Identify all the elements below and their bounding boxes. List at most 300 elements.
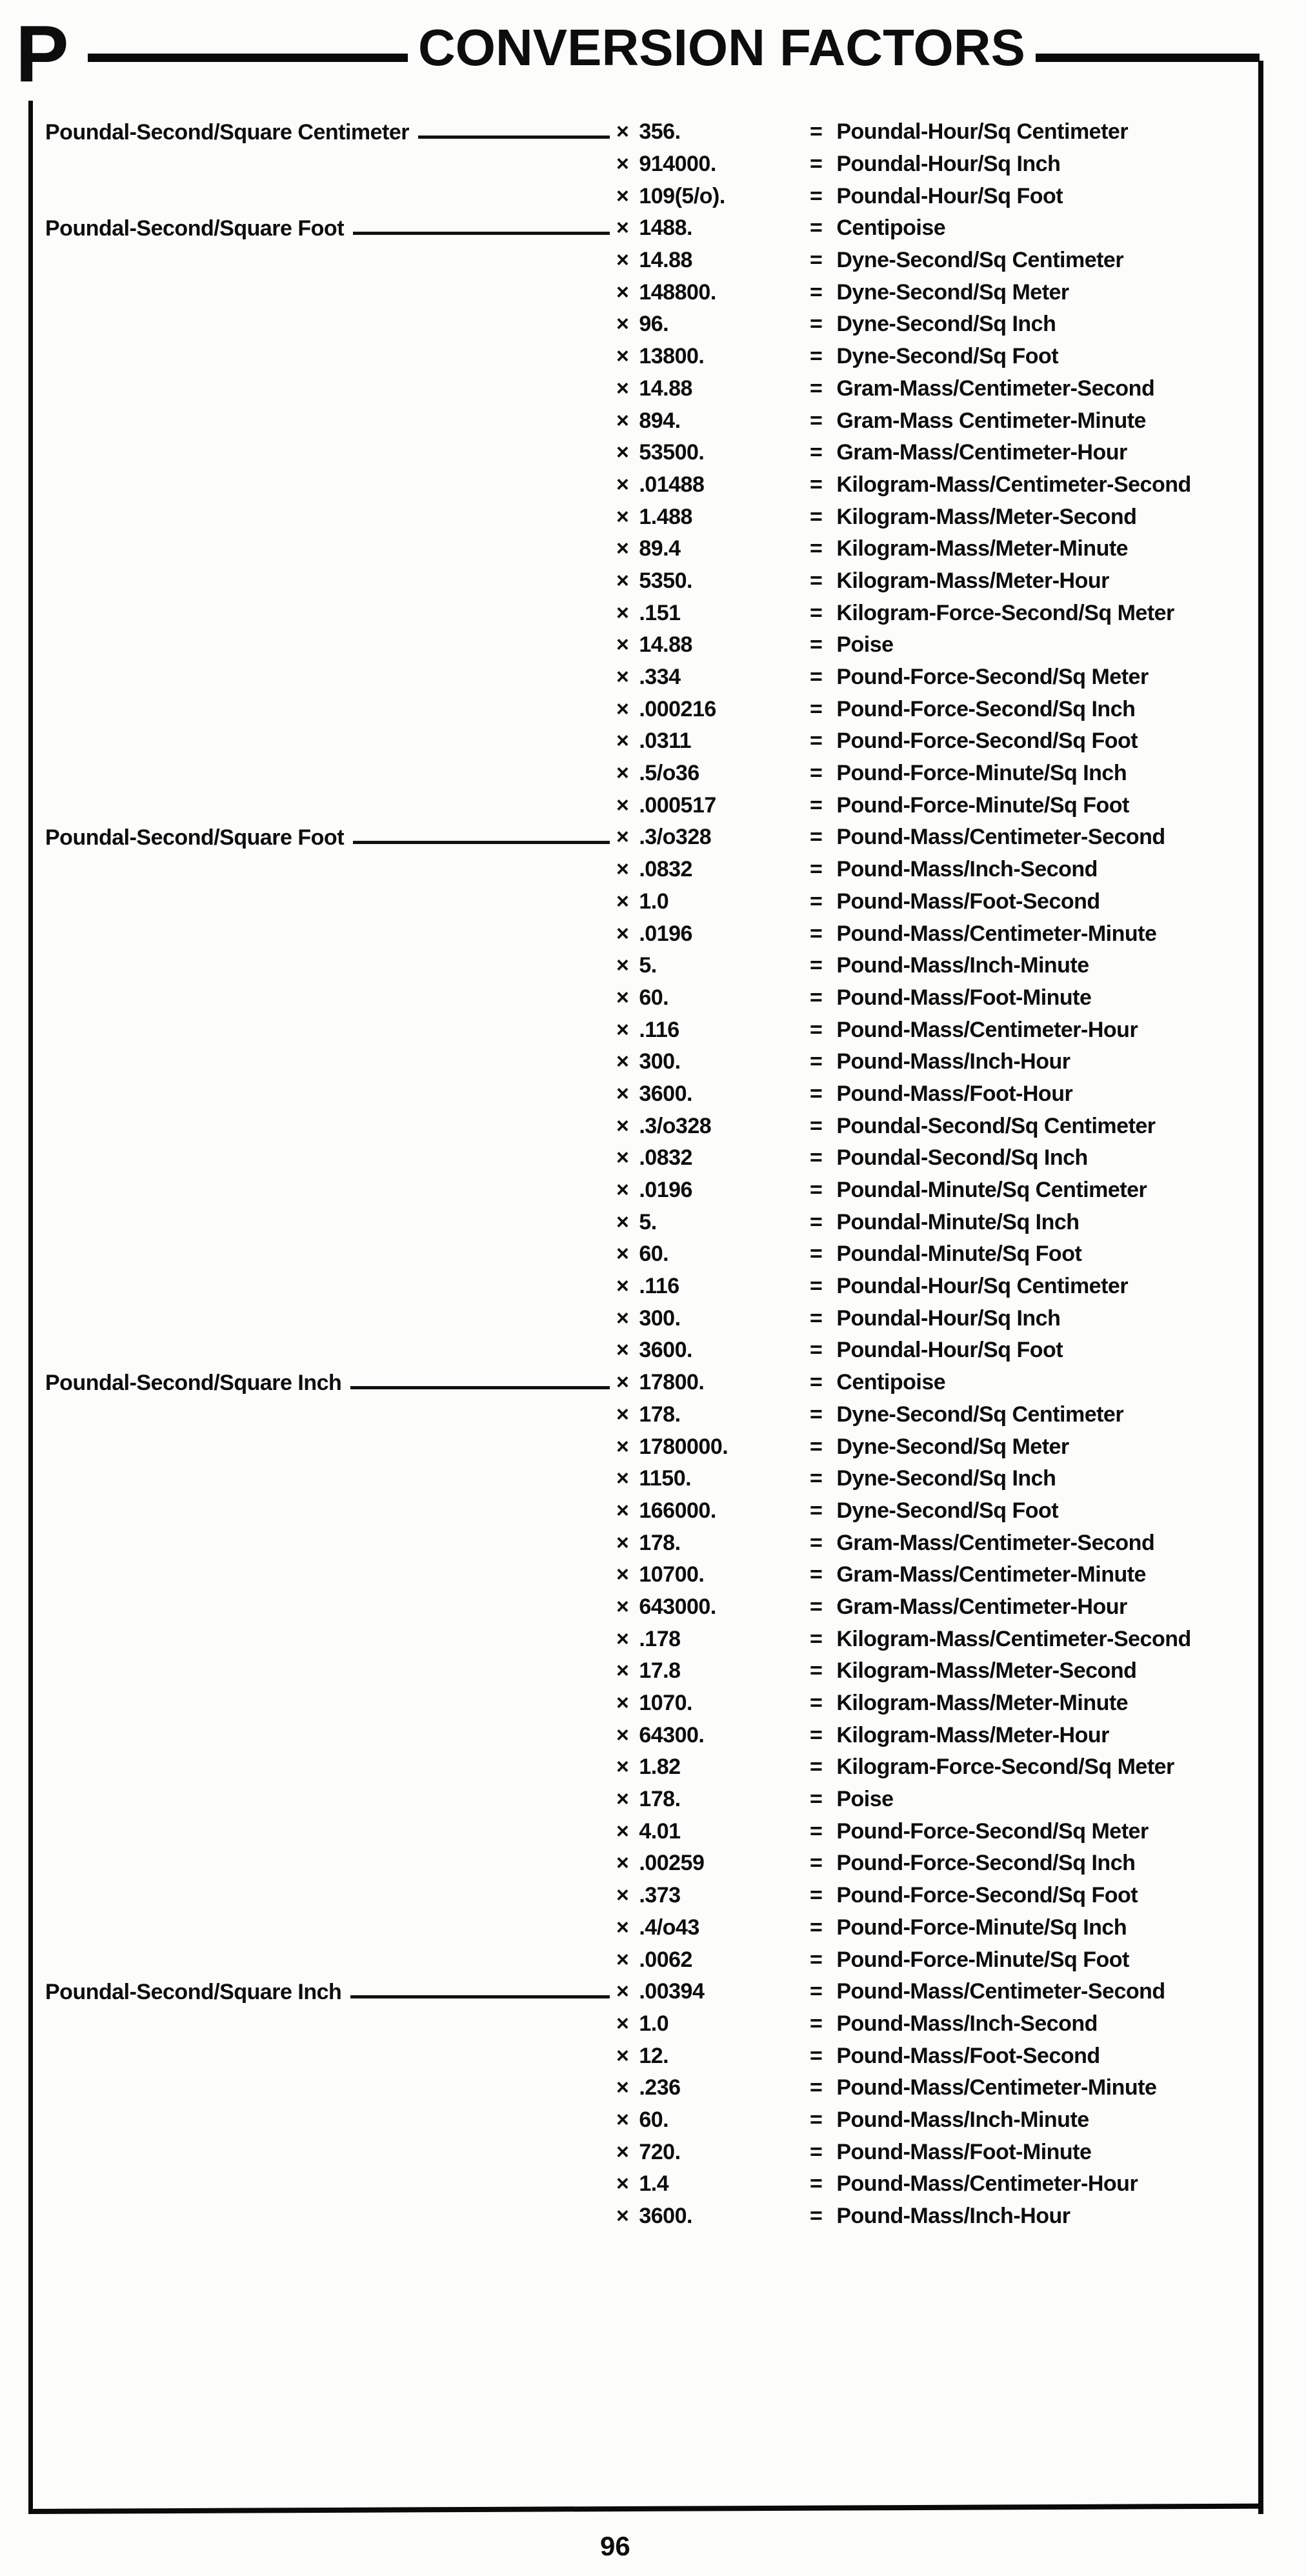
factor-value: 3600. xyxy=(639,2204,692,2229)
result-cell xyxy=(810,1306,1253,1331)
multiply-sign: × xyxy=(616,472,629,497)
factor-value: .178 xyxy=(639,1626,681,1651)
section-letter: P xyxy=(15,10,66,99)
factor-cell xyxy=(616,1691,810,1716)
factor-cell xyxy=(616,505,810,530)
quantity-label-cell xyxy=(45,1981,616,2003)
multiply-sign: × xyxy=(616,665,629,690)
factor-cell xyxy=(616,761,810,786)
leader-line xyxy=(350,1995,610,1998)
multiply-sign: × xyxy=(616,985,629,1010)
multiply-sign: × xyxy=(616,1594,629,1619)
equals-sign: = xyxy=(810,504,823,529)
result-unit: Pound-Mass/Centimeter-Hour xyxy=(836,1017,1138,1042)
result-unit: Gram-Mass Centimeter-Minute xyxy=(836,408,1146,433)
conversion-row xyxy=(45,854,1253,886)
result-cell xyxy=(810,2140,1253,2165)
factor-value: 13800. xyxy=(639,344,705,369)
result-cell xyxy=(810,889,1253,914)
multiply-sign: × xyxy=(616,1466,629,1491)
quantity-label-cell xyxy=(45,121,616,143)
factor-value: 166000. xyxy=(639,1498,716,1523)
result-unit: Pound-Force-Second/Sq Meter xyxy=(836,1818,1149,1844)
factor-cell xyxy=(616,1851,810,1876)
factor-cell xyxy=(616,1658,810,1684)
factor-cell xyxy=(616,1242,810,1267)
result-cell xyxy=(810,1691,1253,1716)
equals-sign: = xyxy=(810,312,823,337)
result-cell xyxy=(810,152,1253,177)
result-unit: Poundal-Hour/Sq Centimeter xyxy=(836,1274,1129,1299)
equals-sign: = xyxy=(810,152,823,177)
result-cell xyxy=(810,184,1253,209)
conversion-row xyxy=(45,533,1253,565)
equals-sign: = xyxy=(810,1338,823,1363)
conversion-row xyxy=(45,1142,1253,1174)
result-cell xyxy=(810,1210,1253,1235)
multiply-sign: × xyxy=(616,2107,629,2132)
factor-cell xyxy=(616,1082,810,1107)
result-cell xyxy=(810,1947,1253,1973)
result-cell xyxy=(810,1851,1253,1876)
factor-value: 300. xyxy=(639,1305,681,1331)
result-unit: Poundal-Hour/Sq Foot xyxy=(836,183,1063,208)
factor-cell xyxy=(616,376,810,401)
result-unit: Pound-Mass/Foot-Minute xyxy=(836,985,1092,1010)
multiply-sign: × xyxy=(616,376,629,401)
result-cell xyxy=(810,632,1253,658)
leader-line xyxy=(418,136,610,139)
equals-sign: = xyxy=(810,1626,823,1651)
factor-value: 5. xyxy=(639,953,657,978)
equals-sign: = xyxy=(810,2011,823,2036)
result-cell xyxy=(810,536,1253,561)
result-cell xyxy=(810,1755,1253,1780)
conversion-row xyxy=(45,1046,1253,1078)
leader-line xyxy=(353,841,610,844)
equals-sign: = xyxy=(810,2075,823,2100)
factor-value: 12. xyxy=(639,2043,669,2068)
result-unit: Pound-Force-Minute/Sq Foot xyxy=(836,792,1129,818)
conversion-row xyxy=(45,821,1253,854)
result-unit: Kilogram-Mass/Centimeter-Second xyxy=(836,472,1191,497)
conversion-row xyxy=(45,1206,1253,1238)
result-cell xyxy=(810,857,1253,882)
box-border-right xyxy=(1258,61,1263,2514)
factor-cell xyxy=(616,1145,810,1171)
multiply-sign: × xyxy=(616,1530,629,1555)
conversion-row xyxy=(45,565,1253,598)
result-unit: Poundal-Minute/Sq Centimeter xyxy=(836,1178,1147,1203)
factor-value: .0311 xyxy=(639,729,692,754)
factor-cell xyxy=(616,729,810,754)
result-cell xyxy=(810,119,1253,145)
multiply-sign: × xyxy=(616,119,629,145)
multiply-sign: × xyxy=(616,1178,629,1203)
result-cell xyxy=(810,1242,1253,1267)
factor-cell xyxy=(616,1755,810,1780)
factor-value: .000216 xyxy=(639,696,716,721)
factor-cell xyxy=(616,953,810,978)
result-unit: Kilogram-Mass/Meter-Second xyxy=(836,504,1137,529)
equals-sign: = xyxy=(810,1305,823,1331)
result-cell xyxy=(810,1819,1253,1844)
factor-cell xyxy=(616,536,810,561)
conversion-row xyxy=(45,148,1253,181)
multiply-sign: × xyxy=(616,1338,629,1363)
multiply-sign: × xyxy=(616,761,629,786)
equals-sign: = xyxy=(810,1658,823,1684)
equals-sign: = xyxy=(810,344,823,369)
conversion-row xyxy=(45,1463,1253,1495)
multiply-sign: × xyxy=(616,344,629,369)
multiply-sign: × xyxy=(616,1755,629,1780)
title-rule-left xyxy=(88,54,408,62)
result-unit: Kilogram-Mass/Centimeter-Second xyxy=(836,1626,1191,1651)
factor-cell xyxy=(616,472,810,498)
equals-sign: = xyxy=(810,761,823,786)
conversion-row xyxy=(45,789,1253,821)
factor-cell xyxy=(616,2108,810,2133)
factor-value: 1.82 xyxy=(639,1755,681,1780)
conversion-row xyxy=(45,1655,1253,1687)
conversion-row xyxy=(45,886,1253,918)
conversion-row xyxy=(45,1944,1253,1976)
factor-cell xyxy=(616,2011,810,2037)
multiply-sign: × xyxy=(616,408,629,433)
factor-value: 178. xyxy=(639,1530,681,1555)
multiply-sign: × xyxy=(616,1787,629,1812)
factor-cell xyxy=(616,569,810,594)
equals-sign: = xyxy=(810,440,823,465)
equals-sign: = xyxy=(810,1691,823,1716)
leader-line xyxy=(353,232,610,235)
factor-cell xyxy=(616,1370,810,1395)
result-unit: Pound-Force-Minute/Sq Inch xyxy=(836,761,1127,786)
conversion-row xyxy=(45,1687,1253,1720)
factor-value: 1150. xyxy=(639,1466,692,1491)
factor-cell xyxy=(616,601,810,626)
result-unit: Pound-Mass/Inch-Second xyxy=(836,2011,1098,2036)
equals-sign: = xyxy=(810,985,823,1010)
result-unit: Poundal-Hour/Sq Centimeter xyxy=(836,119,1129,145)
equals-sign: = xyxy=(810,1049,823,1074)
result-unit: Pound-Force-Second/Sq Foot xyxy=(836,1883,1138,1908)
result-unit: Dyne-Second/Sq Centimeter xyxy=(836,248,1124,273)
factor-value: .151 xyxy=(639,600,681,625)
equals-sign: = xyxy=(810,1402,823,1427)
conversion-row xyxy=(45,629,1253,661)
result-unit: Pound-Force-Second/Sq Foot xyxy=(836,729,1138,754)
factor-value: 148800. xyxy=(639,279,716,305)
equals-sign: = xyxy=(810,1883,823,1908)
conversion-row xyxy=(45,308,1253,341)
multiply-sign: × xyxy=(616,1434,629,1459)
quantity-label: Poundal-Second/Square Foot xyxy=(45,826,345,849)
factor-cell xyxy=(616,921,810,947)
result-unit: Poise xyxy=(836,1787,894,1812)
title-bar xyxy=(88,19,1260,76)
factor-value: .00259 xyxy=(639,1851,705,1876)
multiply-sign: × xyxy=(616,568,629,593)
multiply-sign: × xyxy=(616,1851,629,1876)
result-cell xyxy=(810,2044,1253,2069)
result-cell xyxy=(810,1915,1253,1940)
result-unit: Poundal-Minute/Sq Inch xyxy=(836,1209,1080,1234)
multiply-sign: × xyxy=(616,1915,629,1940)
result-unit: Pound-Force-Minute/Sq Inch xyxy=(836,1915,1127,1940)
factor-value: 1.0 xyxy=(639,889,669,914)
factor-cell xyxy=(616,2044,810,2069)
equals-sign: = xyxy=(810,568,823,593)
factor-cell xyxy=(616,1595,810,1620)
multiply-sign: × xyxy=(616,1818,629,1844)
multiply-sign: × xyxy=(616,1402,629,1427)
factor-value: .01488 xyxy=(639,472,705,497)
equals-sign: = xyxy=(810,825,823,850)
result-cell xyxy=(810,1145,1253,1171)
equals-sign: = xyxy=(810,2204,823,2229)
multiply-sign: × xyxy=(616,2204,629,2229)
factor-value: 356. xyxy=(639,119,681,145)
multiply-sign: × xyxy=(616,792,629,818)
multiply-sign: × xyxy=(616,1274,629,1299)
multiply-sign: × xyxy=(616,216,629,241)
factor-cell xyxy=(616,440,810,465)
factor-value: .3/o328 xyxy=(639,1113,712,1138)
factor-cell xyxy=(616,1979,810,2004)
result-cell xyxy=(810,2108,1253,2133)
equals-sign: = xyxy=(810,1081,823,1106)
result-unit: Gram-Mass/Centimeter-Second xyxy=(836,376,1155,401)
equals-sign: = xyxy=(810,2043,823,2068)
equals-sign: = xyxy=(810,536,823,561)
factor-cell xyxy=(616,1947,810,1973)
factor-cell xyxy=(616,1274,810,1299)
multiply-sign: × xyxy=(616,1947,629,1972)
factor-value: 3600. xyxy=(639,1081,692,1106)
factor-cell xyxy=(616,857,810,882)
multiply-sign: × xyxy=(616,1691,629,1716)
conversion-row xyxy=(45,1815,1253,1847)
multiply-sign: × xyxy=(616,921,629,946)
conversion-row xyxy=(45,501,1253,533)
equals-sign: = xyxy=(810,632,823,658)
conversion-row xyxy=(45,1719,1253,1751)
result-cell xyxy=(810,1658,1253,1684)
factor-value: 178. xyxy=(639,1787,681,1812)
factor-cell xyxy=(616,632,810,658)
equals-sign: = xyxy=(810,1818,823,1844)
result-cell xyxy=(810,729,1253,754)
factor-cell xyxy=(616,1018,810,1043)
result-unit: Pound-Mass/Centimeter-Second xyxy=(836,825,1165,850)
multiply-sign: × xyxy=(616,1562,629,1587)
result-unit: Kilogram-Mass/Meter-Second xyxy=(836,1658,1137,1684)
result-unit: Poundal-Hour/Sq Inch xyxy=(836,1305,1061,1331)
factor-value: .373 xyxy=(639,1883,681,1908)
result-unit: Pound-Mass/Foot-Hour xyxy=(836,1081,1073,1106)
conversion-row xyxy=(45,1110,1253,1142)
equals-sign: = xyxy=(810,1562,823,1587)
result-cell xyxy=(810,569,1253,594)
factor-cell xyxy=(616,1627,810,1652)
conversion-row xyxy=(45,1431,1253,1463)
result-cell xyxy=(810,1723,1253,1748)
result-cell xyxy=(810,1338,1253,1363)
result-unit: Pound-Mass/Inch-Minute xyxy=(836,953,1089,978)
result-cell xyxy=(810,1178,1253,1203)
conversion-row xyxy=(45,1271,1253,1303)
result-unit: Dyne-Second/Sq Meter xyxy=(836,1434,1069,1459)
multiply-sign: × xyxy=(616,729,629,754)
quantity-label: Poundal-Second/Square Inch xyxy=(45,1371,342,1394)
equals-sign: = xyxy=(810,696,823,721)
conversion-row xyxy=(45,1367,1253,1399)
factor-cell xyxy=(616,1498,810,1524)
multiply-sign: × xyxy=(616,1145,629,1171)
conversion-row xyxy=(45,2168,1253,2200)
factor-cell xyxy=(616,408,810,434)
result-cell xyxy=(810,1531,1253,1556)
conversion-row xyxy=(45,758,1253,790)
conversion-row xyxy=(45,725,1253,758)
conversion-row xyxy=(45,982,1253,1014)
page-title: CONVERSION FACTORS xyxy=(418,19,1025,76)
factor-value: 10700. xyxy=(639,1562,705,1587)
result-unit: Poundal-Second/Sq Inch xyxy=(836,1145,1088,1171)
factor-value: 178. xyxy=(639,1402,681,1427)
factor-value: 4.01 xyxy=(639,1818,681,1844)
result-unit: Kilogram-Mass/Meter-Minute xyxy=(836,536,1129,561)
conversion-row xyxy=(45,1591,1253,1624)
factor-cell xyxy=(616,1915,810,1940)
equals-sign: = xyxy=(810,2171,823,2197)
conversion-row xyxy=(45,950,1253,982)
factor-value: 64300. xyxy=(639,1722,705,1747)
result-cell xyxy=(810,472,1253,498)
factor-cell xyxy=(616,2204,810,2229)
factor-cell xyxy=(616,1819,810,1844)
equals-sign: = xyxy=(810,729,823,754)
result-cell xyxy=(810,2204,1253,2229)
conversion-row xyxy=(45,373,1253,405)
factor-cell xyxy=(616,152,810,177)
multiply-sign: × xyxy=(616,2075,629,2100)
factor-value: 14.88 xyxy=(639,376,692,401)
equals-sign: = xyxy=(810,1594,823,1619)
equals-sign: = xyxy=(810,1851,823,1876)
factor-cell xyxy=(616,1531,810,1556)
equals-sign: = xyxy=(810,119,823,145)
conversion-row xyxy=(45,341,1253,373)
multiply-sign: × xyxy=(616,1081,629,1106)
factor-value: 720. xyxy=(639,2139,681,2164)
equals-sign: = xyxy=(810,1947,823,1972)
result-cell xyxy=(810,1883,1253,1908)
multiply-sign: × xyxy=(616,1049,629,1074)
result-cell xyxy=(810,505,1253,530)
factor-cell xyxy=(616,1049,810,1074)
result-unit: Pound-Mass/Centimeter-Second xyxy=(836,1979,1165,2004)
equals-sign: = xyxy=(810,1979,823,2004)
equals-sign: = xyxy=(810,1145,823,1171)
factor-cell xyxy=(616,280,810,305)
multiply-sign: × xyxy=(616,1883,629,1908)
multiply-sign: × xyxy=(616,152,629,177)
equals-sign: = xyxy=(810,600,823,625)
conversion-row xyxy=(45,405,1253,437)
factor-value: 1.4 xyxy=(639,2171,669,2197)
conversion-row xyxy=(45,1399,1253,1431)
quantity-label-cell xyxy=(45,1372,616,1394)
conversion-row xyxy=(45,1302,1253,1334)
result-unit: Centipoise xyxy=(836,1370,946,1395)
conversion-row xyxy=(45,1880,1253,1912)
multiply-sign: × xyxy=(616,857,629,882)
multiply-sign: × xyxy=(616,889,629,914)
factor-value: .3/o328 xyxy=(639,825,712,850)
result-cell xyxy=(810,2075,1253,2100)
factor-value: .00394 xyxy=(639,1979,705,2004)
result-unit: Poundal-Hour/Sq Inch xyxy=(836,152,1061,177)
conversion-row xyxy=(45,1784,1253,1816)
result-unit: Poundal-Second/Sq Centimeter xyxy=(836,1113,1156,1138)
factor-value: 1070. xyxy=(639,1691,692,1716)
multiply-sign: × xyxy=(616,279,629,305)
multiply-sign: × xyxy=(616,536,629,561)
factor-value: 14.88 xyxy=(639,632,692,658)
multiply-sign: × xyxy=(616,696,629,721)
factor-value: .5/o36 xyxy=(639,761,699,786)
factor-cell xyxy=(616,2140,810,2165)
result-cell xyxy=(810,216,1253,241)
leader-line xyxy=(350,1386,610,1389)
result-cell xyxy=(810,1018,1253,1043)
factor-cell xyxy=(616,2171,810,2197)
factor-cell xyxy=(616,248,810,273)
factor-value: .0062 xyxy=(639,1947,692,1972)
equals-sign: = xyxy=(810,248,823,273)
result-cell xyxy=(810,921,1253,947)
factor-cell xyxy=(616,1210,810,1235)
conversion-row xyxy=(45,2040,1253,2072)
factor-value: .0832 xyxy=(639,857,692,882)
multiply-sign: × xyxy=(616,1370,629,1395)
factor-value: 53500. xyxy=(639,440,705,465)
result-unit: Pound-Mass/Foot-Second xyxy=(836,2043,1100,2068)
equals-sign: = xyxy=(810,1017,823,1042)
factor-cell xyxy=(616,697,810,722)
result-unit: Pound-Force-Second/Sq Inch xyxy=(836,1851,1136,1876)
title-rule-right xyxy=(1036,54,1260,62)
factor-value: 1780000. xyxy=(639,1434,728,1459)
factor-value: .0196 xyxy=(639,1178,692,1203)
equals-sign: = xyxy=(810,1113,823,1138)
multiply-sign: × xyxy=(616,504,629,529)
result-unit: Kilogram-Mass/Meter-Hour xyxy=(836,1722,1109,1747)
quantity-label-cell xyxy=(45,827,616,849)
multiply-sign: × xyxy=(616,2043,629,2068)
conversion-row xyxy=(45,437,1253,469)
result-unit: Dyne-Second/Sq Inch xyxy=(836,312,1056,337)
factor-cell xyxy=(616,1178,810,1203)
result-unit: Pound-Mass/Inch-Hour xyxy=(836,2204,1070,2229)
multiply-sign: × xyxy=(616,1626,629,1651)
conversion-row xyxy=(45,2136,1253,2168)
factor-value: 643000. xyxy=(639,1594,716,1619)
result-cell xyxy=(810,1562,1253,1587)
